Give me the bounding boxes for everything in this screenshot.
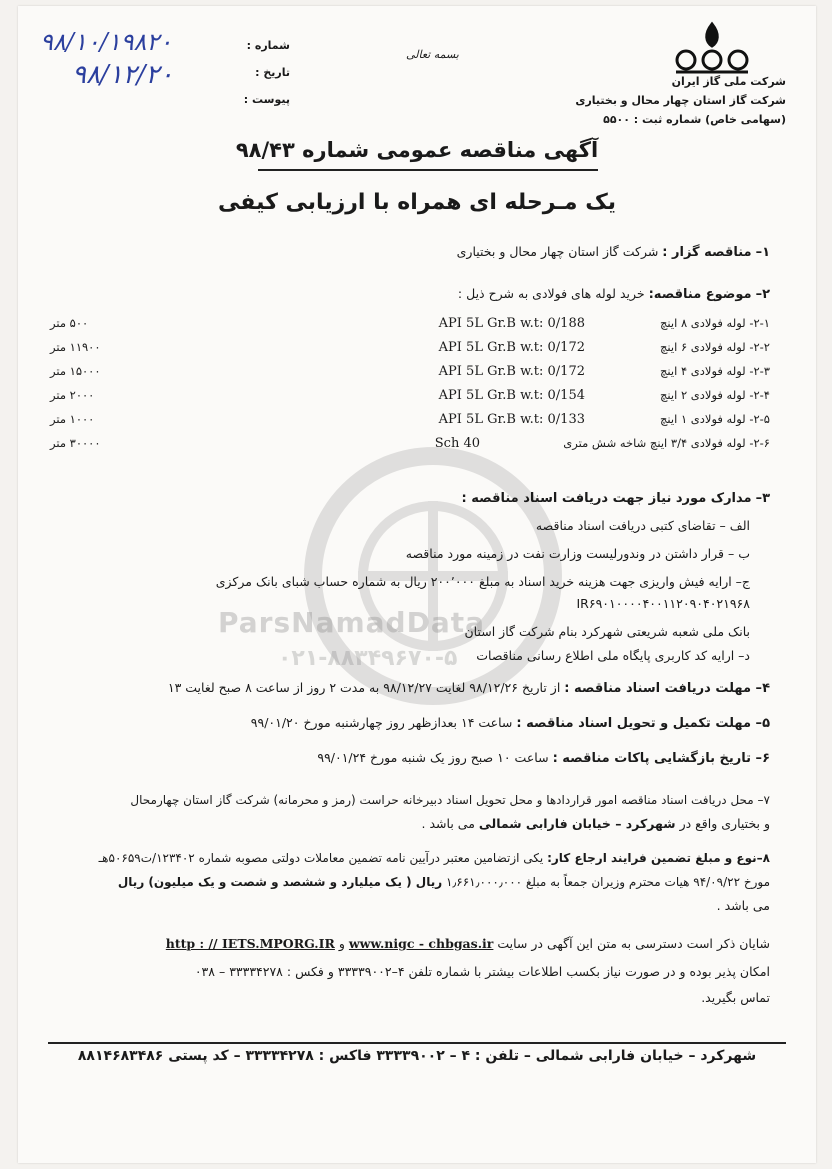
note-and: و	[338, 936, 345, 951]
item-spec: API 5L Gr.B w.t: 0/154	[438, 388, 585, 403]
company-line-3: (سهامی خاص) شماره ثبت : ۵۵۰۰	[603, 113, 786, 126]
note-line-3: تماس بگیرید.	[701, 990, 770, 1005]
item-spec: API 5L Gr.B w.t: 0/133	[438, 412, 585, 427]
list-item	[50, 314, 770, 338]
section-7-address: شهرکرد – خیابان فارابی شمالی	[478, 816, 676, 831]
tender-title: آگهی مناقصه عمومی شماره ۹۸/۴۳	[235, 138, 599, 162]
note-line-1	[30, 934, 770, 954]
section-1-label: مناقصه گزار :	[662, 245, 752, 260]
number-label: شماره :	[246, 39, 290, 52]
section-4	[50, 678, 770, 699]
section-6	[50, 748, 770, 769]
section-3-d: د– ارایه کد کاربری پایگاه ملی اطلاع رسانی مناقصات	[476, 648, 750, 663]
item-desc: ۲-۴- لوله فولادی ۲ اینچ	[659, 388, 770, 402]
section-8-line-1	[30, 848, 770, 868]
company-line-1: شرکت ملی گاز ایران	[671, 75, 786, 88]
letter-page	[18, 6, 816, 1163]
meta-attachment-row	[60, 86, 290, 113]
item-desc: ۲-۱- لوله فولادی ۸ اینچ	[659, 316, 770, 330]
site-link-chbgas[interactable]: www.nigc - chbgas.ir	[348, 936, 494, 951]
section-8-label: ۸–نوع و مبلغ تضمین فرایند ارجاع کار:	[547, 851, 770, 865]
date-label: تاریخ :	[255, 66, 290, 79]
title-underline	[258, 169, 598, 171]
watermark-phone: ۰۲۱-۸۸۳۴۹۶۷۰-۵	[278, 646, 458, 671]
item-desc: ۲-۳- لوله فولادی ۴ اینچ	[659, 364, 770, 378]
section-2	[50, 284, 770, 305]
list-item	[50, 434, 770, 458]
list-item	[50, 386, 770, 410]
section-7-line-2	[50, 814, 770, 834]
section-6-text: ساعت ۱۰ صبح روز یک شنبه مورخ ۹۹/۰۱/۲۴	[317, 750, 549, 765]
section-8-text-2a: مورخ ۹۴/۰۹/۲۲ هیات محترم وزیران جمعاً به مبلغ ۱٫۶۶۱٫۰۰۰٫۰۰۰	[445, 875, 770, 889]
section-7-text-c: می باشد .	[421, 816, 475, 831]
section-1	[50, 242, 770, 263]
section-3	[50, 488, 770, 509]
company-line-2: شرکت گاز استان چهار محال و بختیاری	[575, 94, 786, 107]
attachment-label: پیوست :	[243, 93, 290, 106]
item-desc: ۲-۶- لوله فولادی ۳/۴ اینچ شاخه شش متری	[563, 436, 770, 450]
tender-subtitle: یک مـرحله ای همراه با ارزیابی کیفی	[218, 190, 616, 215]
item-desc: ۲-۵- لوله فولادی ۱ اینچ	[659, 412, 770, 426]
item-amount: ۱۱۹۰۰ متر	[50, 340, 101, 354]
note-line-2: امکان پذیر بوده و در صورت نیاز بکسب اطلاعات بیشتر با شماره تلفن ۴–۳۳۳۳۹۰۰۲ و فکس : ۳۳۳۳۴۲۷۸ – ۰۳۸	[194, 964, 770, 979]
item-desc: ۲-۲- لوله فولادی ۶ اینچ	[659, 340, 770, 354]
section-2-text: خرید لوله های فولادی به شرح ذیل :	[457, 286, 645, 301]
section-2-label: موضوع مناقصه:	[648, 287, 752, 302]
site-link-iets[interactable]: http : // IETS.MPORG.IR	[165, 936, 335, 951]
section-8-text-2b: ریال ( یک میلیارد و ششصد و شصت و یک میلیون) ریال	[117, 875, 443, 889]
nigc-flame-logo-icon	[668, 20, 756, 80]
section-3-c3: بانک ملی شعبه شریعتی شهرکرد بنام شرکت گاز استان	[464, 624, 750, 639]
item-amount: ۵۰۰ متر	[50, 316, 89, 330]
footer-divider	[48, 1042, 786, 1044]
section-3-a: الف – تقاضای کتبی دریافت اسناد مناقصه	[535, 518, 750, 533]
item-amount: ۱۰۰۰ متر	[50, 412, 95, 426]
section-3-c2: IR۶۹۰۱۰۰۰۰۴۰۰۱۱۲۰۹۰۴۰۲۱۹۶۸	[576, 596, 750, 611]
section-4-text: از تاریخ ۹۸/۱۲/۲۶ لغایت ۹۸/۱۲/۲۷ به مدت ۲ روز از ساعت ۸ صبح لغایت ۱۳	[167, 680, 561, 695]
item-spec: API 5L Gr.B w.t: 0/172	[438, 340, 585, 355]
footer-address: شهرکرد – خیابان فارابی شمالی – تلفن : ۴ – ۳۳۳۳۹۰۰۲ فاکس : ۳۳۳۳۴۲۷۸ – کد پستی ۸۸۱۴۶۸۳۴۸۶	[77, 1048, 757, 1064]
company-block	[526, 72, 786, 129]
item-spec: API 5L Gr.B w.t: 0/172	[438, 364, 585, 379]
item-amount: ۱۵۰۰۰ متر	[50, 364, 101, 378]
section-3-label: مدارک مورد نیاز جهت دریافت اسناد مناقصه :	[461, 491, 752, 506]
item-spec: API 5L Gr.B w.t: 0/188	[438, 316, 585, 331]
watermark-text: ParsNamadData	[218, 606, 485, 639]
section-3-number: ۳–	[755, 491, 770, 506]
section-1-number: ۱–	[755, 245, 770, 260]
section-2-number: ۲–	[755, 287, 770, 302]
section-5-label: ۵– مهلت تکمیل و تحویل اسناد مناقصه :	[516, 716, 770, 731]
list-item	[50, 362, 770, 386]
section-5-text: ساعت ۱۴ بعدازظهر روز چهارشنبه مورخ ۹۹/۰۱/۲۰	[250, 715, 513, 730]
section-7-text-a: و بختیاری واقع در	[679, 816, 770, 831]
section-4-label: ۴– مهلت دریافت اسناد مناقصه :	[564, 681, 770, 696]
besmele-text: بسمه تعالی	[406, 48, 459, 61]
section-8-text-1: یکی ازتضامین معتبر درآیین نامه تضمین معاملات دولتی مصوبه شماره ۱۲۳۴۰۲/ت۵۰۶۵۹هـ	[98, 851, 544, 865]
handwritten-number: ۹۸/۱۰/۱۹۸۲۰	[40, 28, 173, 56]
section-3-b: ب – قرار داشتن در وندورلیست وزارت نفت در زمینه مورد مناقصه	[405, 546, 750, 561]
section-5	[50, 713, 770, 734]
note-text-1: شایان ذکر است دسترسی به متن این آگهی در سایت	[497, 936, 770, 951]
list-item	[50, 410, 770, 434]
section-8-line-2	[30, 872, 770, 892]
item-amount: ۳۰۰۰۰ متر	[50, 436, 101, 450]
list-item	[50, 338, 770, 362]
item-amount: ۲۰۰۰ متر	[50, 388, 95, 402]
item-spec: Sch 40	[434, 436, 480, 451]
section-3-c1: ج– ارایه فیش واریزی جهت هزینه خرید اسناد به مبلغ ۲۰۰٬۰۰۰ ریال به شماره حساب شبای بانک مرکزی	[215, 574, 750, 589]
handwritten-date: ۹۸/۱۲/۲۰	[72, 60, 174, 90]
section-6-label: ۶– تاریخ بازگشایی پاکات مناقصه :	[552, 751, 770, 766]
section-7-line-1: ۷– محل دریافت اسناد مناقصه امور قراردادها و محل تحویل اسناد دبیرخانه حراست (رمز و محرمانه) شرکت گاز استان چهارمحال	[130, 793, 770, 807]
section-1-text: شرکت گاز استان چهار محال و بختیاری	[456, 244, 659, 259]
section-8-line-3: می باشد .	[716, 898, 770, 913]
pipe-items-list	[50, 314, 770, 458]
